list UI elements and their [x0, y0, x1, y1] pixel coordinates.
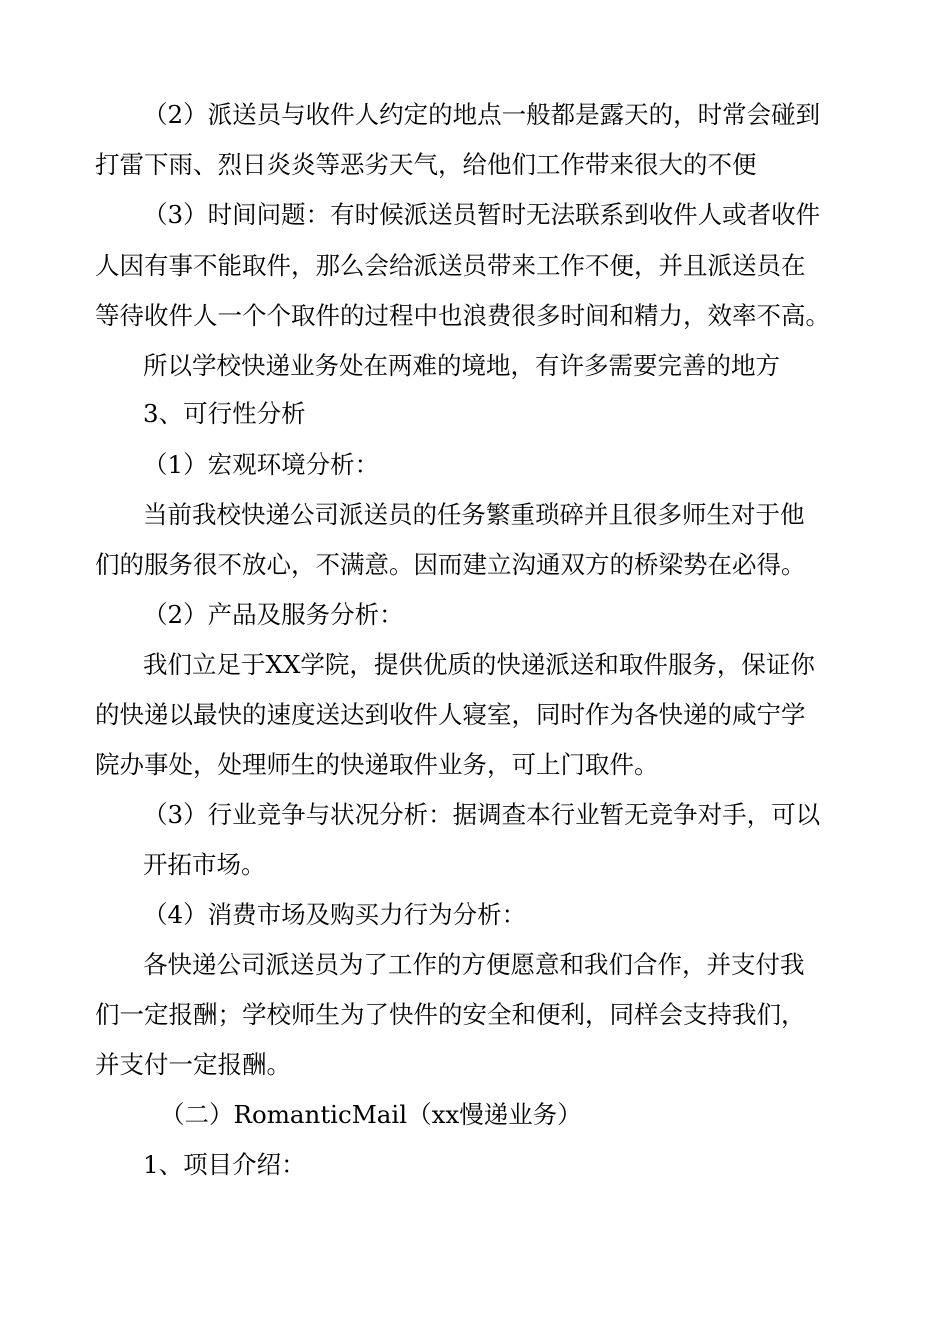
- text-line: 打雷下雨、烈日炎炎等恶劣天气，给他们工作带来很大的不便: [95, 150, 757, 179]
- section-heading: 3、可行性分析: [143, 399, 306, 428]
- text-line: 所以学校快递业务处在两难的境地，有许多需要完善的地方: [143, 351, 780, 380]
- subsection-heading: （4）消费市场及购买力行为分析：: [143, 900, 527, 929]
- section-heading: 1、项目介绍：: [143, 1150, 306, 1179]
- text-line: 院办事处，处理师生的快递取件业务，可上门取件。: [95, 750, 659, 779]
- subsection-heading: （1）宏观环境分析：: [143, 450, 380, 479]
- text-line: 们的服务很不放心，不满意。因而建立沟通双方的桥梁势在必得。: [95, 550, 806, 579]
- text-line: （3）时间问题：有时候派送员暂时无法联系到收件人或者收件: [143, 200, 821, 229]
- text-line: （3）行业竞争与状况分析：据调查本行业暂无竞争对手，可以: [143, 800, 821, 829]
- text-line: 等待收件人一个个取件的过程中也浪费很多时间和精力，效率不高。: [95, 301, 830, 330]
- text-line: 各快递公司派送员为了工作的方便愿意和我们合作，并支付我: [143, 950, 805, 979]
- text-line: 并支付一定报酬。: [95, 1050, 291, 1079]
- text-line: 我们立足于XX学院，提供优质的快递派送和取件服务，保证你: [143, 650, 815, 679]
- text-line: 人因有事不能取件，那么会给派送员带来工作不便，并且派送员在: [95, 251, 806, 280]
- text-line: （2）派送员与收件人约定的地点一般都是露天的，时常会碰到: [143, 100, 821, 129]
- subsection-heading: （2）产品及服务分析：: [143, 600, 404, 629]
- section-heading: （二）RomanticMail（xx慢递业务）: [160, 1100, 582, 1129]
- text-line: 们一定报酬；学校师生为了快件的安全和便利，同样会支持我们，: [95, 1000, 806, 1029]
- text-line: 开拓市场。: [143, 850, 266, 879]
- text-line: 当前我校快递公司派送员的任务繁重琐碎并且很多师生对于他: [143, 500, 805, 529]
- text-line: 的快递以最快的速度送达到收件人寝室，同时作为各快递的咸宁学: [95, 700, 806, 729]
